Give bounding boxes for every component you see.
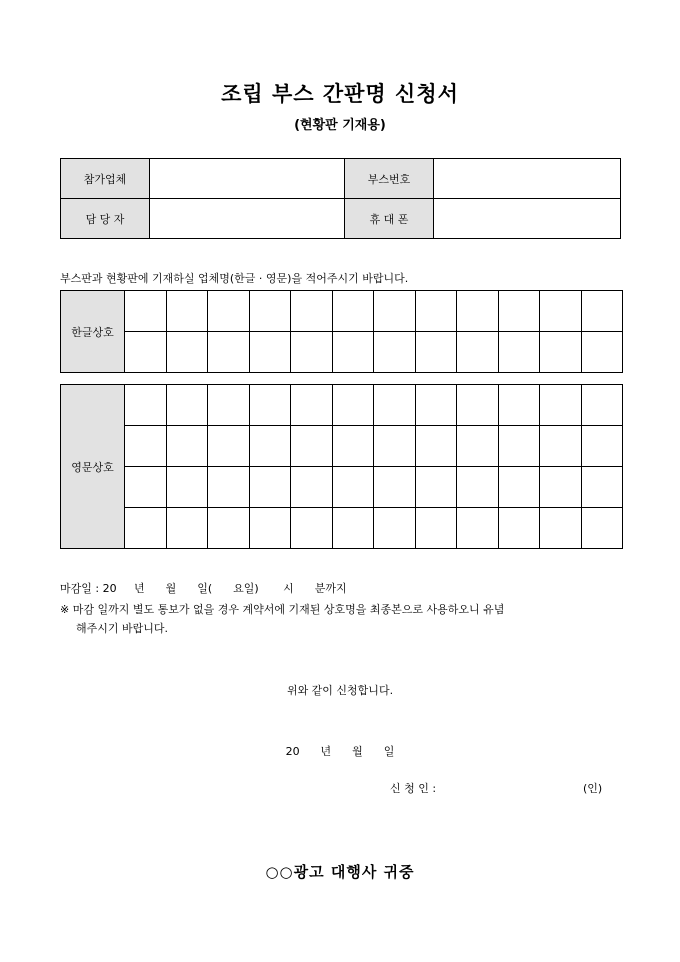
grid-cell[interactable] [581,385,623,426]
phone-field[interactable] [434,199,621,239]
grid-cell[interactable] [125,426,167,467]
grid-cell[interactable] [498,291,540,332]
korean-name-label: 한글상호 [61,291,125,373]
grid-cell[interactable] [208,385,250,426]
grid-cell[interactable] [374,332,416,373]
grid-cell[interactable] [498,467,540,508]
grid-cell[interactable] [125,508,167,549]
warning-line-2: 해주시기 바랍니다. [76,622,169,635]
grid-cell[interactable] [166,332,208,373]
application-statement: 위와 같이 신청합니다. [286,684,394,697]
grid-cell[interactable] [374,385,416,426]
grid-cell[interactable] [166,508,208,549]
grid-cell[interactable] [498,426,540,467]
grid-cell[interactable] [125,332,167,373]
grid-cell[interactable] [332,385,374,426]
grid-cell[interactable] [291,385,333,426]
grid-cell[interactable] [540,508,582,549]
grid-cell[interactable] [125,385,167,426]
info-row-manager [61,199,621,239]
grid-cell[interactable] [249,426,291,467]
grid-cell[interactable] [457,467,499,508]
grid-cell[interactable] [498,332,540,373]
grid-cell[interactable] [125,467,167,508]
grid-cell[interactable] [540,291,582,332]
grid-cell[interactable] [540,467,582,508]
grid-cell[interactable] [332,332,374,373]
grid-cell[interactable] [498,385,540,426]
english-name-label: 영문상호 [61,385,125,549]
grid-cell[interactable] [332,291,374,332]
grid-cell[interactable] [208,426,250,467]
grid-cell[interactable] [166,467,208,508]
grid-cell[interactable] [166,291,208,332]
grid-cell[interactable] [166,426,208,467]
grid-cell[interactable] [291,332,333,373]
grid-cell[interactable] [457,508,499,549]
grid-cell[interactable] [291,508,333,549]
manager-field[interactable] [150,199,345,239]
grid-cell[interactable] [374,508,416,549]
name-instruction: 부스판과 현황판에 기재하실 업체명(한글 · 영문)을 적어주시기 바랍니다. [60,272,409,285]
grid-cell[interactable] [415,291,457,332]
grid-cell[interactable] [540,332,582,373]
grid-cell[interactable] [291,467,333,508]
deadline-line: 마감일 : 20 년 월 일( 요일) 시 분까지 [60,582,347,595]
manager-label: 담 당 자 [61,199,150,239]
document-subtitle: (현황판 기재용) [294,118,386,133]
grid-cell[interactable] [374,426,416,467]
seal-mark: (인) [583,782,603,795]
grid-cell[interactable] [249,385,291,426]
grid-cell[interactable] [415,426,457,467]
grid-cell[interactable] [208,467,250,508]
grid-cell[interactable] [540,385,582,426]
booth-number-label: 부스번호 [345,159,434,199]
grid-cell[interactable] [457,385,499,426]
document-title: 조립 부스 간판명 신청서 [221,81,459,106]
grid-cell[interactable] [415,332,457,373]
grid-cell[interactable] [249,332,291,373]
grid-cell[interactable] [291,426,333,467]
grid-cell[interactable] [291,291,333,332]
grid-cell[interactable] [166,385,208,426]
grid-cell[interactable] [374,291,416,332]
english-name-grid [60,384,623,549]
grid-cell[interactable] [415,467,457,508]
exhibitor-label: 참가업체 [61,159,150,199]
recipient-footer: ○○광고 대행사 귀중 [265,863,415,881]
grid-cell[interactable] [457,426,499,467]
korean-grid-row [61,291,623,332]
korean-grid-row [61,332,623,373]
grid-cell[interactable] [415,508,457,549]
grid-cell[interactable] [249,291,291,332]
english-grid-row [61,467,623,508]
grid-cell[interactable] [208,291,250,332]
grid-cell[interactable] [332,467,374,508]
applicant-label: 신 청 인 : [390,782,437,795]
grid-cell[interactable] [332,508,374,549]
application-date: 20 년 월 일 [285,745,395,758]
grid-cell[interactable] [208,508,250,549]
english-grid-row [61,426,623,467]
grid-cell[interactable] [208,332,250,373]
grid-cell[interactable] [581,291,623,332]
booth-number-field[interactable] [434,159,621,199]
grid-cell[interactable] [415,385,457,426]
grid-cell[interactable] [581,467,623,508]
grid-cell[interactable] [540,426,582,467]
phone-label: 휴 대 폰 [345,199,434,239]
english-grid-row [61,508,623,549]
info-table [60,158,621,239]
grid-cell[interactable] [332,426,374,467]
grid-cell[interactable] [374,467,416,508]
grid-cell[interactable] [581,426,623,467]
warning-line-1: ※ 마감 일까지 별도 통보가 없을 경우 계약서에 기재된 상호명을 최종본으로 사용하오니 유념 [60,603,505,616]
grid-cell[interactable] [457,291,499,332]
grid-cell[interactable] [457,332,499,373]
info-row-exhibitor [61,159,621,199]
grid-cell[interactable] [125,291,167,332]
grid-cell[interactable] [581,508,623,549]
grid-cell[interactable] [498,508,540,549]
grid-cell[interactable] [249,508,291,549]
grid-cell[interactable] [249,467,291,508]
exhibitor-field[interactable] [150,159,345,199]
english-grid-row [61,385,623,426]
korean-name-grid [60,290,623,373]
grid-cell[interactable] [581,332,623,373]
